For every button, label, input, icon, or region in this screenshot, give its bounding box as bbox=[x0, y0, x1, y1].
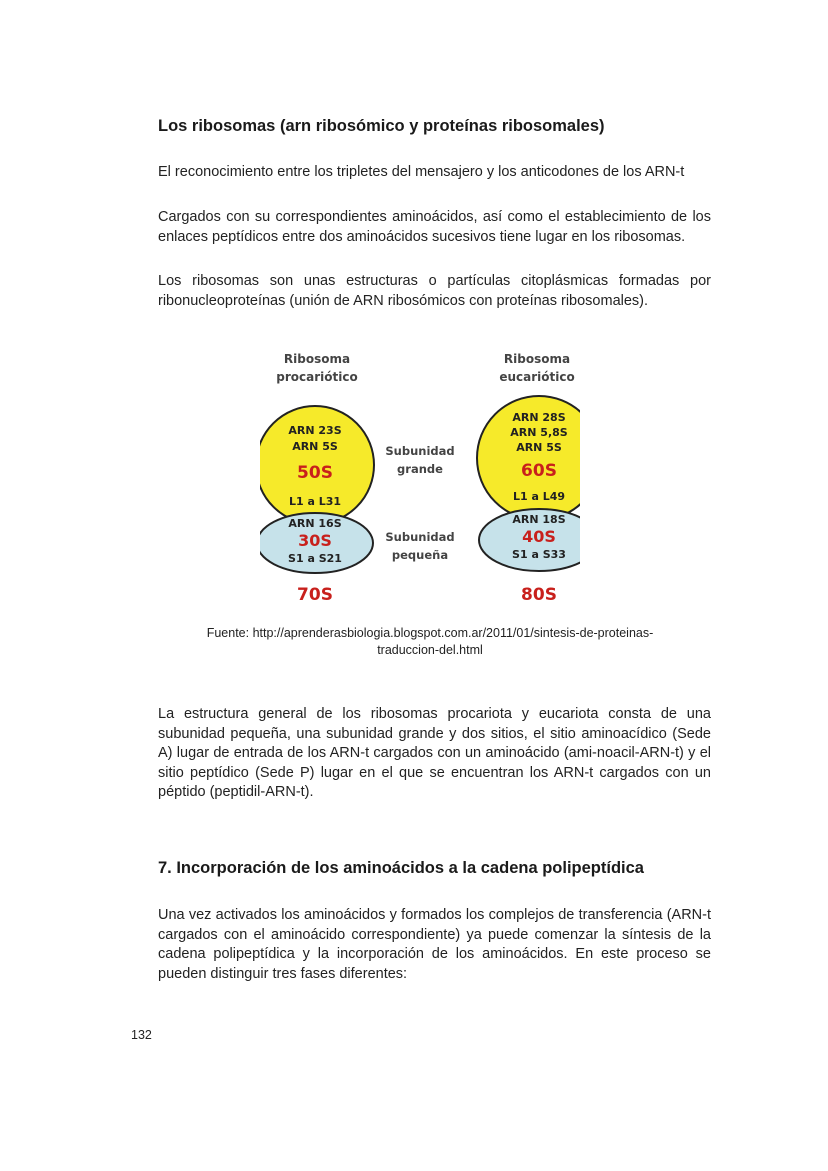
section-title-incorporacion: 7. Incorporación de los aminoácidos a la cadena polipeptídica bbox=[158, 859, 644, 877]
prok-large-rna-2: ARN 5S bbox=[292, 440, 338, 453]
section-title-ribosomas: Los ribosomas (arn ribosómico y proteínas ribosomales) bbox=[158, 117, 605, 135]
euk-small-rna: ARN 18S bbox=[512, 513, 566, 526]
caption-line-2: traduccion-del.html bbox=[377, 643, 483, 657]
euk-small-s-value: 40S bbox=[522, 527, 556, 546]
label-small-2: pequeña bbox=[391, 548, 449, 562]
paragraph-structure: La estructura general de los ribosomas procariota y eucariota consta de una subunidad pequeña, una subunidad grande y dos sitios, el sitio aminoacídico (Sede A) lugar de entrada de los ARN-t cargados con un aminoácido (ami-noacil-ARN-t) y el sitio peptídico (Sede P) lugar en el que se encuentran los ARN-t cargados con un péptido (peptidil-ARN-t). bbox=[158, 706, 711, 800]
euk-total: 80S bbox=[521, 585, 557, 605]
euk-small-proteins: S1 a S33 bbox=[512, 548, 566, 561]
euk-large-rna-3: ARN 5S bbox=[516, 441, 562, 454]
prok-small-rna: ARN 16S bbox=[288, 517, 342, 530]
ribosome-figure bbox=[260, 340, 580, 610]
figure-caption bbox=[170, 625, 690, 659]
caption-line-1: Fuente: http://aprenderasbiologia.blogspot.com.ar/2011/01/sintesis-de-proteinas- bbox=[206, 626, 654, 640]
paragraph-incorporacion: Una vez activados los aminoácidos y formados los complejos de transferencia (ARN-t cargados con el aminoácido correspondiente) ya puede comenzar la síntesis de la cadena polipeptídica y la incorporación de los aminoácidos. En este proceso se pueden distinguir tres fases diferentes: bbox=[158, 907, 711, 982]
prok-small-s-value: 30S bbox=[298, 531, 332, 550]
label-large-1: Subunidad bbox=[385, 444, 455, 458]
prok-title-2: procariótico bbox=[276, 370, 358, 384]
paragraph-2: Cargados con su correspondientes aminoácidos, así como el establecimiento de los enlaces peptídicos entre dos aminoácidos sucesivos tiene lugar en los ribosomas. bbox=[158, 209, 711, 245]
prok-title-1: Ribosoma bbox=[283, 352, 351, 366]
prok-large-s-value: 50S bbox=[297, 463, 333, 483]
label-small-1: Subunidad bbox=[385, 530, 455, 544]
euk-large-rna-1: ARN 28S bbox=[512, 411, 566, 424]
prok-total: 70S bbox=[297, 585, 333, 605]
prok-small-proteins: S1 a S21 bbox=[288, 552, 342, 565]
ribosome-diagram bbox=[260, 340, 580, 610]
prok-large-proteins: L1 a L31 bbox=[288, 495, 342, 508]
prok-large-rna-1: ARN 23S bbox=[288, 424, 342, 437]
euk-title-1: Ribosoma bbox=[503, 352, 571, 366]
label-large-2: grande bbox=[397, 462, 443, 476]
page-number: 132 bbox=[131, 1028, 152, 1042]
euk-large-proteins: L1 a L49 bbox=[512, 490, 566, 503]
euk-large-rna-2: ARN 5,8S bbox=[510, 426, 568, 439]
euk-large-s-value: 60S bbox=[521, 461, 557, 481]
paragraph-3: Los ribosomas son unas estructuras o partículas citoplásmicas formadas por ribonucleoproteínas (unión de ARN ribosómicos con proteínas ribosomales). bbox=[158, 273, 711, 309]
paragraph-1: El reconocimiento entre los tripletes del mensajero y los anticodones de los ARN-t bbox=[158, 164, 685, 180]
euk-title-2: eucariótico bbox=[499, 370, 575, 384]
